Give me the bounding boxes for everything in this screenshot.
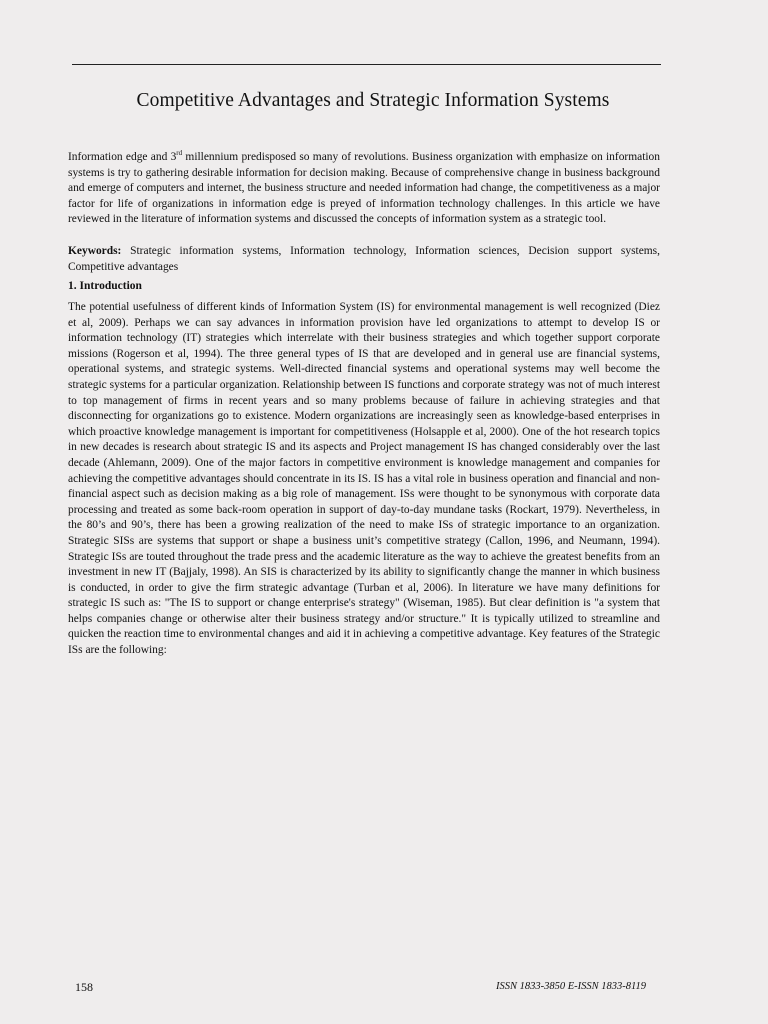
keywords-label: Keywords: bbox=[68, 245, 122, 257]
keywords-paragraph bbox=[68, 244, 660, 275]
ordinal-superscript: rd bbox=[176, 149, 183, 158]
keywords-list: Strategic information systems, Information technology, Information sciences, Decision support systems, Competitive advantages bbox=[68, 245, 660, 273]
introduction-paragraph: The potential usefulness of different kinds of Information System (IS) for environmental management is well recognized (Diez et al, 2009). Perhaps we can say advances in information provision have led organizations to attempt to develop IS or information technology (IT) strategies which interrelate with their business strategies and which together support corporate missions (Rogerson et al, 1994). The three general types of IS that are developed and in general use are financial systems, operational systems, and strategic systems. Well-directed financial systems and operational systems may well become the strategic systems for a particular organization. Relationship between IS functions and corporate strategy was not of much interest to top management of firms in recent years and so many problems because of failure in achieving strategies and that disconnecting for organizations go to existence. Modern organizations are increasingly seen as knowledge-based enterprises in which proactive knowledge management is important for competitiveness (Holsapple et al, 2000). One of the hot research topics in new decades is research about strategic IS and its aspects and Project management IS has changed considerably over the last decade (Ahlemann, 2009). One of the major factors in competitive environment is knowledge management and companies for achieving the competitive advantages should concentrate in its IS. IS has a vital role in business operation and financial and non-financial aspect such as decision making as a big role of management. ISs were thought to be synonymous with corporate data processing and treated as some back-room operation in support of day-to-day mundane tasks (Rockart, 1979). Nevertheless, in the 80’s and 90’s, there has been a growing realization of the need to make ISs of strategic importance to an organization. Strategic SISs are systems that support or shape a business unit’s competitive strategy (Callon, 1996, and Neumann, 1994). Strategic ISs are touted throughout the trade press and the academic literature as the way to achieve the greatest benefits from an investment in new IT (Bajjaly, 1998). An SIS is characterized by its ability to significantly change the manner in which business is conducted, in order to give the firm strategic advantage (Turban et al, 2006). In literature we have many definitions for strategic IS such as: "The IS to support or change enterprise's strategy" (Wiseman, 1985). But clear definition is "a system that helps companies change or otherwise alter their business strategy and/or structure." It is typically utilized to streamline and quicken the reaction time to environmental changes and aid it in achieving a competitive advantage. Key features of the Strategic ISs are the following: bbox=[68, 301, 660, 657]
issn-footer: ISSN 1833-3850 E-ISSN 1833-8119 bbox=[496, 981, 646, 992]
abstract-text-rest: millennium predisposed so many of revolutions. Business organization with emphasize on information systems is try to gathering desirable information for decision making. Because of comprehensive change in business background and emerge of computers and internet, the business structure and needed information had change, the competitiveness as a major factor for life of organizations in information edge is preyed of information technology challenges. In this article we have reviewed in the literature of information systems and discussed the concepts of information system as a strategic tool. bbox=[68, 151, 660, 226]
abstract-text-start: Information edge and 3 bbox=[68, 151, 177, 163]
section-heading-introduction: 1. Introduction bbox=[68, 280, 142, 292]
paper-title: Competitive Advantages and Strategic Information Systems bbox=[136, 90, 610, 111]
abstract-paragraph bbox=[68, 150, 660, 228]
page-number: 158 bbox=[75, 980, 93, 994]
header-rule bbox=[72, 64, 661, 65]
